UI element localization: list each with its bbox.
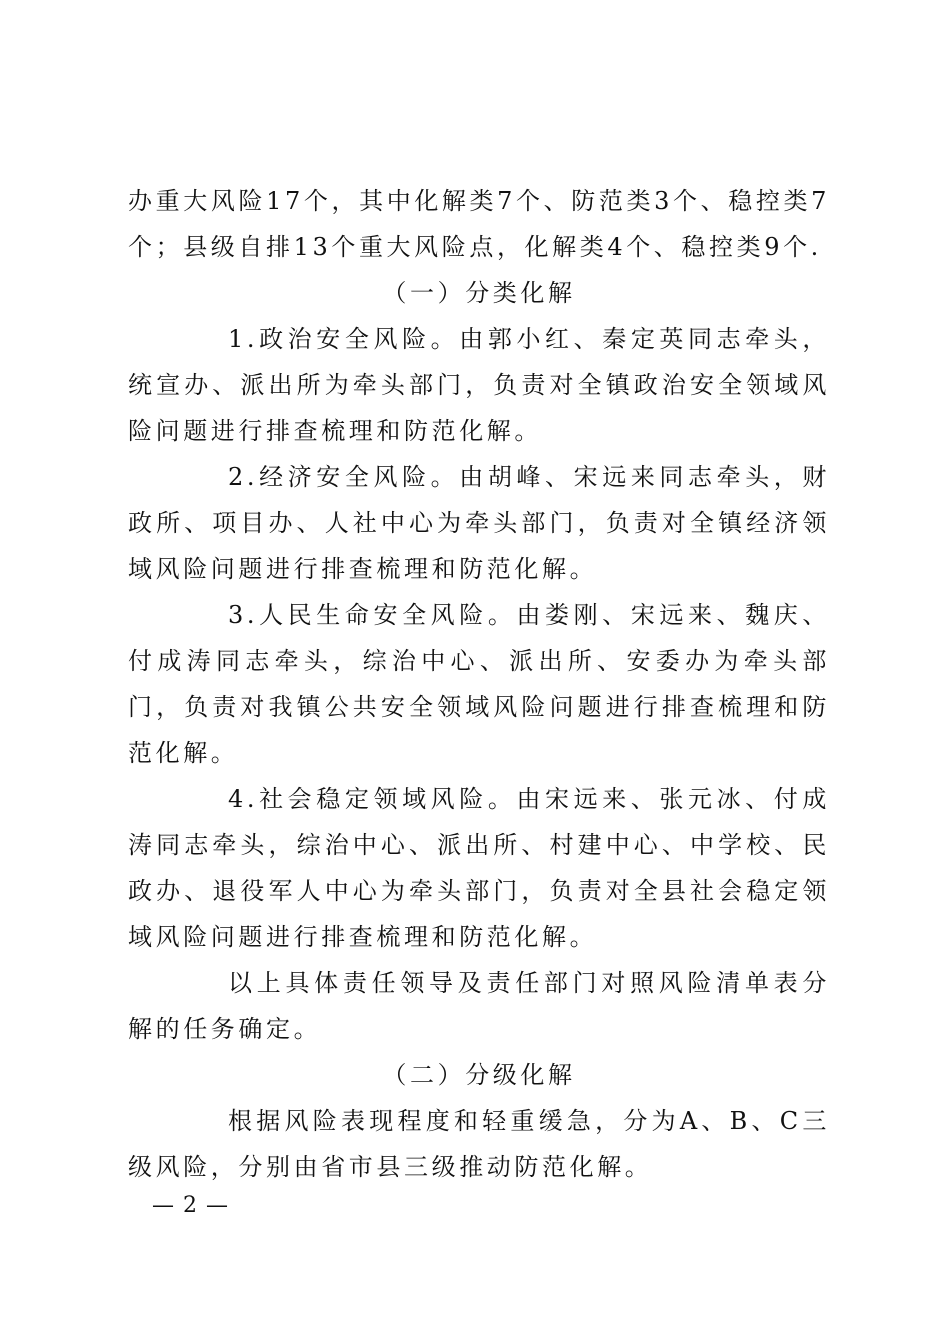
section-heading-classification: （一）分类化解 bbox=[382, 279, 576, 307]
intro-paragraph: 办重大风险17个，其中化解类7个、防范类3个、稳控类7个；县级自排13个重大风险点，化解类4个、稳控类9个. bbox=[128, 187, 830, 261]
document-body bbox=[128, 178, 830, 1190]
grading-paragraph: 根据风险表现程度和轻重缓急，分为A、B、C三级风险，分别由省市县三级推动防范化解。 bbox=[128, 1107, 830, 1181]
life-safety-risk-paragraph: 3.人民生命安全风险。由娄刚、宋远来、魏庆、付成涛同志牵头，综治中心、派出所、安委办为牵头部门，负责对我镇公共安全领域风险问题进行排查梳理和防范化解。 bbox=[128, 601, 830, 767]
economic-risk-paragraph: 2.经济安全风险。由胡峰、宋远来同志牵头，财政所、项目办、人社中心为牵头部门，负责对全镇经济领域风险问题进行排查梳理和防范化解。 bbox=[128, 463, 830, 583]
section-heading-grading: （二）分级化解 bbox=[382, 1061, 576, 1089]
page-number: — 2 — bbox=[152, 1193, 229, 1218]
responsibility-summary-paragraph: 以上具体责任领导及责任部门对照风险清单表分解的任务确定。 bbox=[128, 969, 830, 1043]
political-risk-paragraph: 1.政治安全风险。由郭小红、秦定英同志牵头，统宣办、派出所为牵头部门，负责对全镇政治安全领域风险问题进行排查梳理和防范化解。 bbox=[128, 325, 830, 445]
social-stability-risk-paragraph: 4.社会稳定领域风险。由宋远来、张元冰、付成涛同志牵头，综治中心、派出所、村建中心、中学校、民政办、退役军人中心为牵头部门，负责对全县社会稳定领域风险问题进行排查梳理和防范化解。 bbox=[128, 785, 830, 951]
